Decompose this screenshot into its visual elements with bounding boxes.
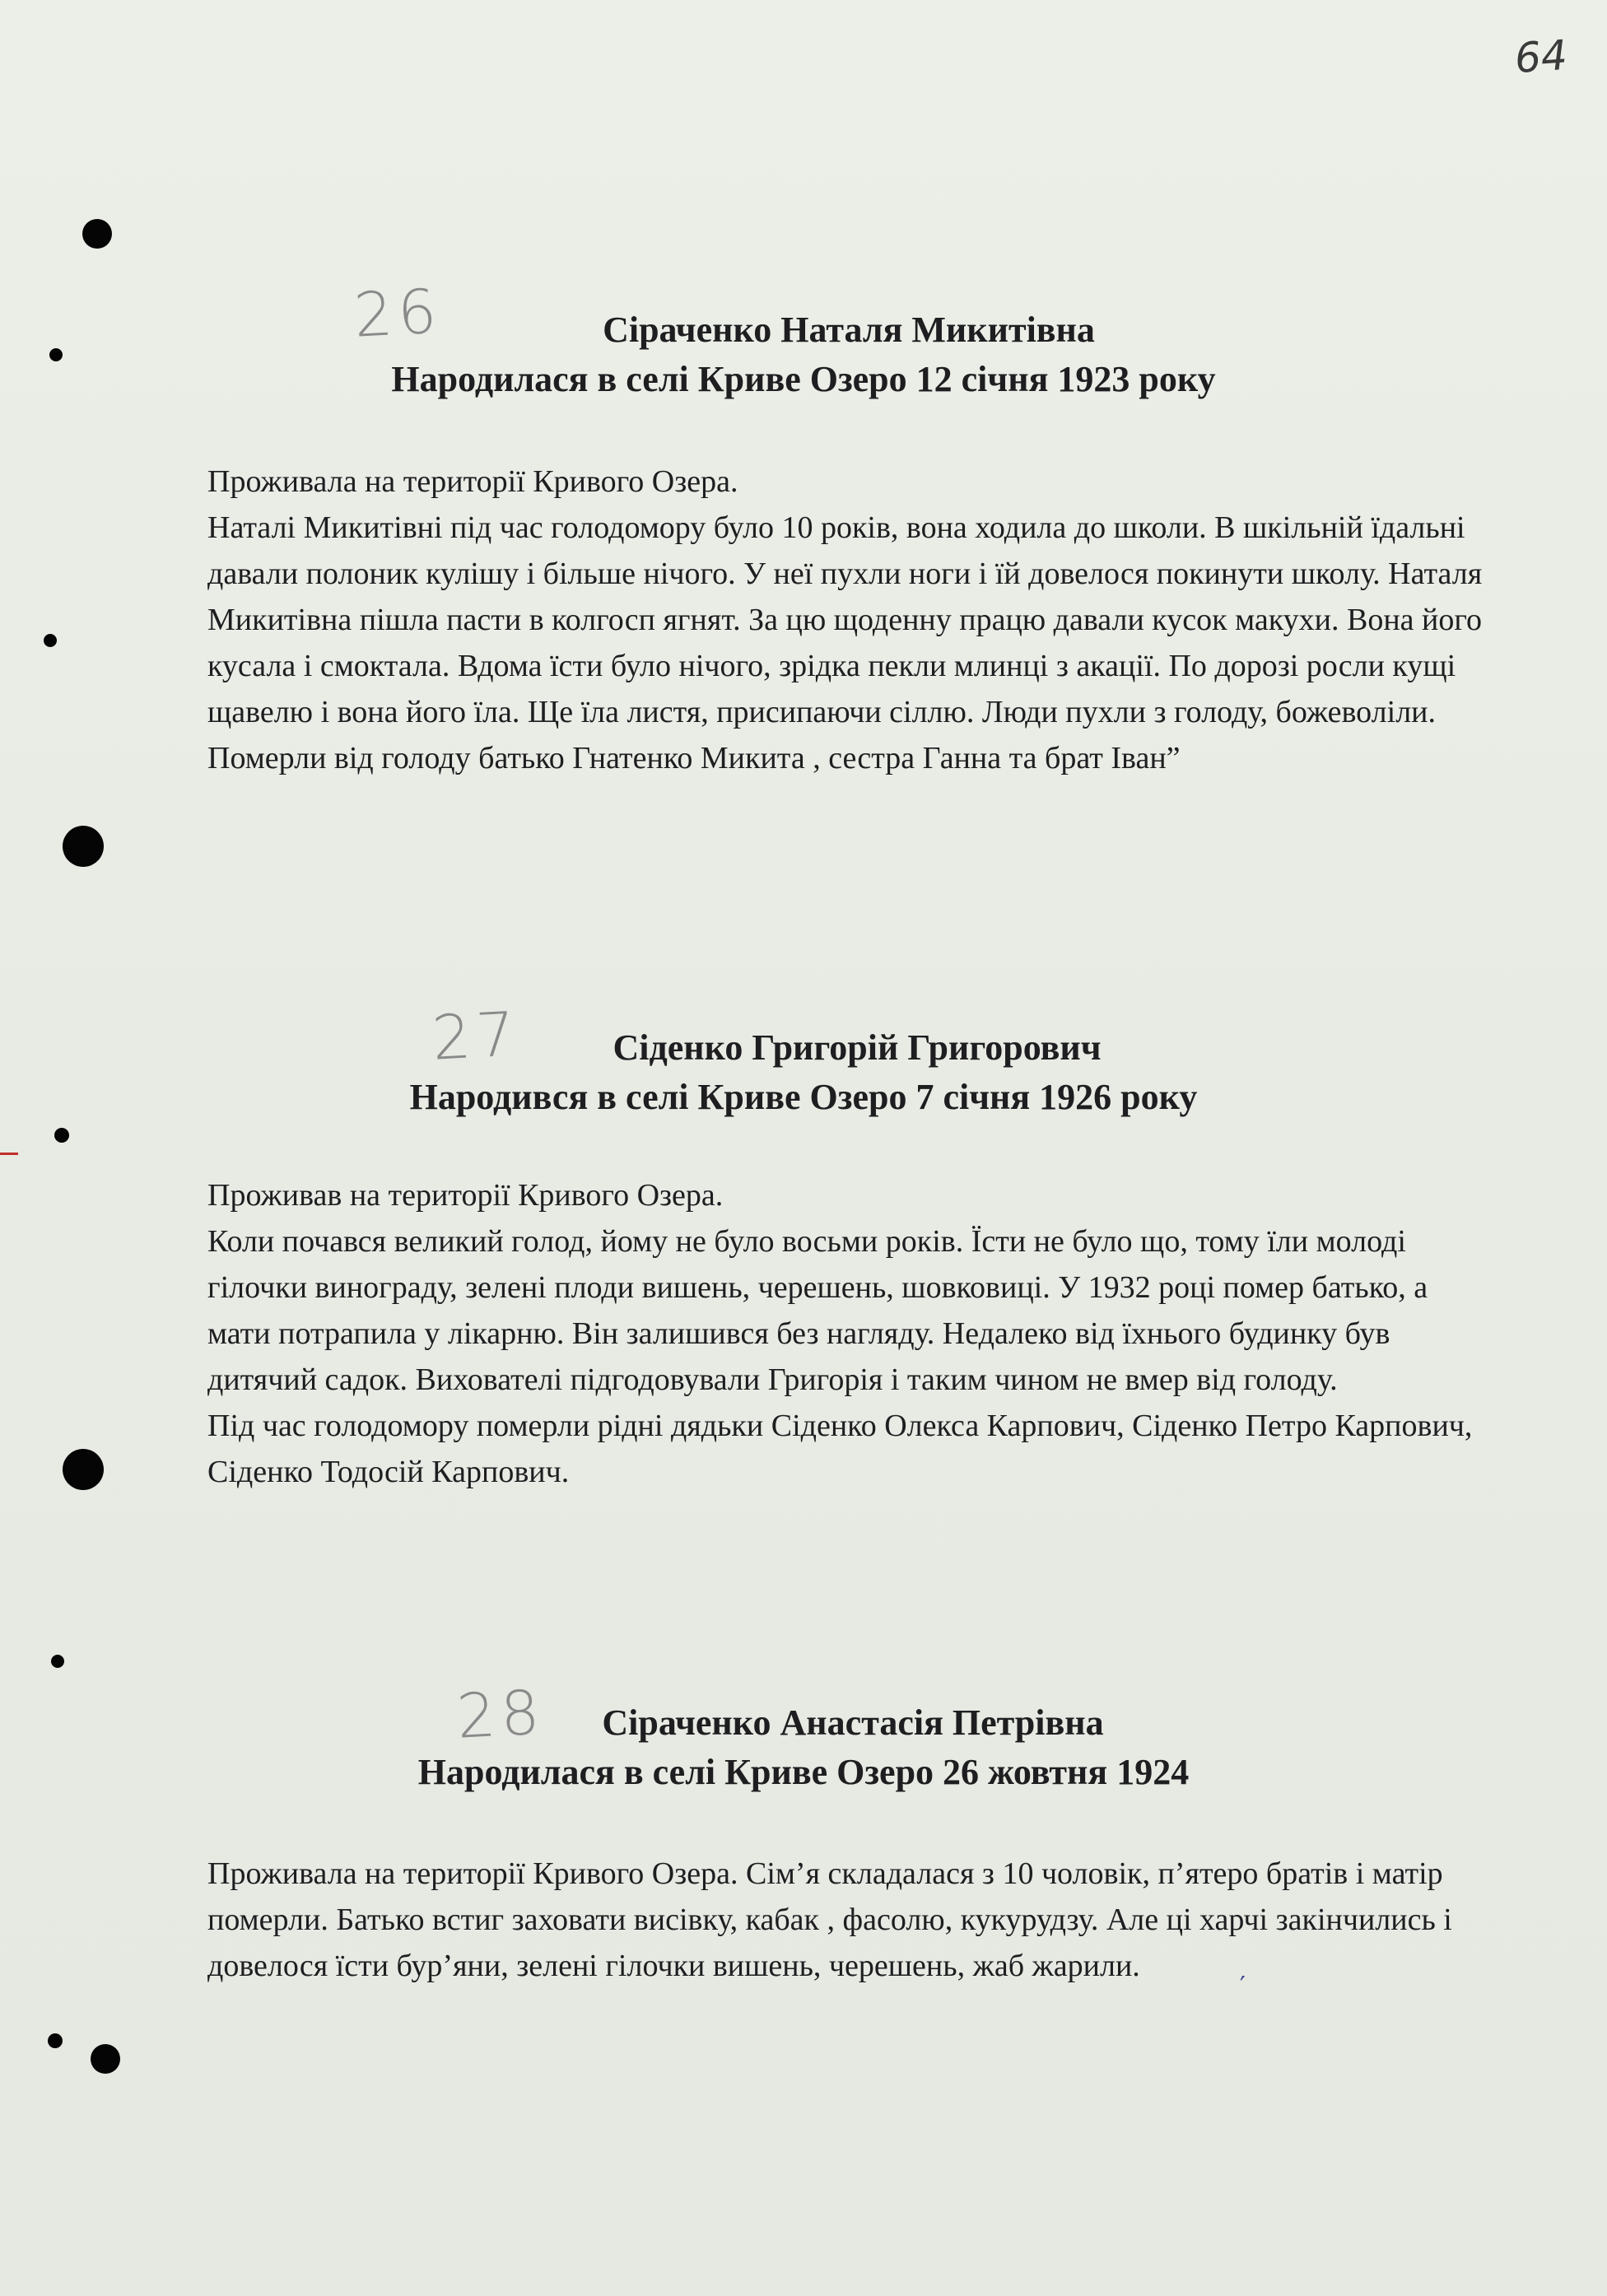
paragraph: Проживала на території Кривого Озера. bbox=[207, 464, 738, 499]
margin-mark bbox=[0, 1153, 18, 1155]
paragraph: Проживала на території Кривого Озера. Сім’я складалася з 10 чоловік, п’ятеро братів і матір померли. Батько встиг заховати висівку, кабак , фасолю, кукурудзу. Але ці харчі закінчились і довелося їсти бур’яни, зелені гілочки вишень, черешень, жаб жарили. bbox=[207, 1856, 1452, 1983]
entry-body bbox=[207, 459, 1492, 781]
punch-hole bbox=[48, 2033, 63, 2048]
entry-body bbox=[207, 1172, 1492, 1495]
punch-hole bbox=[63, 1449, 104, 1490]
paragraph: Наталі Микитівні під час голодомору було 10 років, вона ходила до школи. В шкільній їдальні давали полоник кулішу і більше нічого. У неї пухли ноги і їй довелося покинути школу. Наталя Микитівна пішла пасти в колгосп ягнят. За цю щоденну працю давали кусок макухи. Вона його кусала і смоктала. Вдома їсти було нічого, зрідка пекли млинці з акації. По дорозі росли кущі щавелю і вона його їла. Ще їла листя, присипаючи сіллю. Люди пухли з голоду, божеволіли. Померли від голоду батько Гнатенко Микита , сестра Ганна та брат Іван” bbox=[207, 510, 1483, 775]
entry-subtitle: Народився в селі Криве Озеро 7 січня 1926 року bbox=[409, 1077, 1198, 1117]
punch-hole bbox=[63, 826, 104, 867]
paragraph: Коли почався великий голод, йому не було восьми років. Їсти не було що, тому їли молоді гілочки винограду, зелені плоди вишень, черешень, шовковиці. У 1932 році помер батько, а мати потрапила у лікарню. Він залишився без нагляду. Недалеко від їхнього будинку був дитячий садок. Вихователі підгодовували Григорія і таким чином не вмер від голоду. bbox=[207, 1224, 1428, 1397]
pen-mark: ′ bbox=[1240, 1972, 1246, 2000]
paragraph: Під час голодомору померли рідні дядьки Сіденко Олекса Карпович, Сіденко Петро Карпович, Сіденко Тодосій Карпович. bbox=[207, 1409, 1473, 1489]
entry-title: Сіраченко Наталя Микитівна bbox=[603, 310, 1095, 350]
punch-hole bbox=[44, 634, 57, 647]
entry-title: Сіраченко Анастасія Петрівна bbox=[602, 1702, 1104, 1743]
paragraph: Проживав на території Кривого Озера. bbox=[207, 1178, 724, 1213]
punch-hole bbox=[82, 219, 112, 249]
entry-subtitle: Народилася в селі Криве Озеро 12 січня 1923 року bbox=[391, 359, 1216, 399]
entry-subtitle: Народилася в селі Криве Озеро 26 жовтня 1924 bbox=[417, 1752, 1190, 1792]
handwritten-entry-number: 28 bbox=[454, 1677, 547, 1753]
handwritten-entry-number: 27 bbox=[430, 999, 522, 1074]
punch-hole bbox=[51, 1655, 64, 1668]
punch-hole bbox=[54, 1128, 69, 1143]
page-number: 64 bbox=[1513, 30, 1569, 83]
entry-title: Сіденко Григорій Григорович bbox=[613, 1027, 1102, 1068]
punch-hole bbox=[91, 2044, 120, 2074]
handwritten-entry-number: 26 bbox=[352, 276, 444, 352]
entry-body bbox=[207, 1851, 1492, 1989]
